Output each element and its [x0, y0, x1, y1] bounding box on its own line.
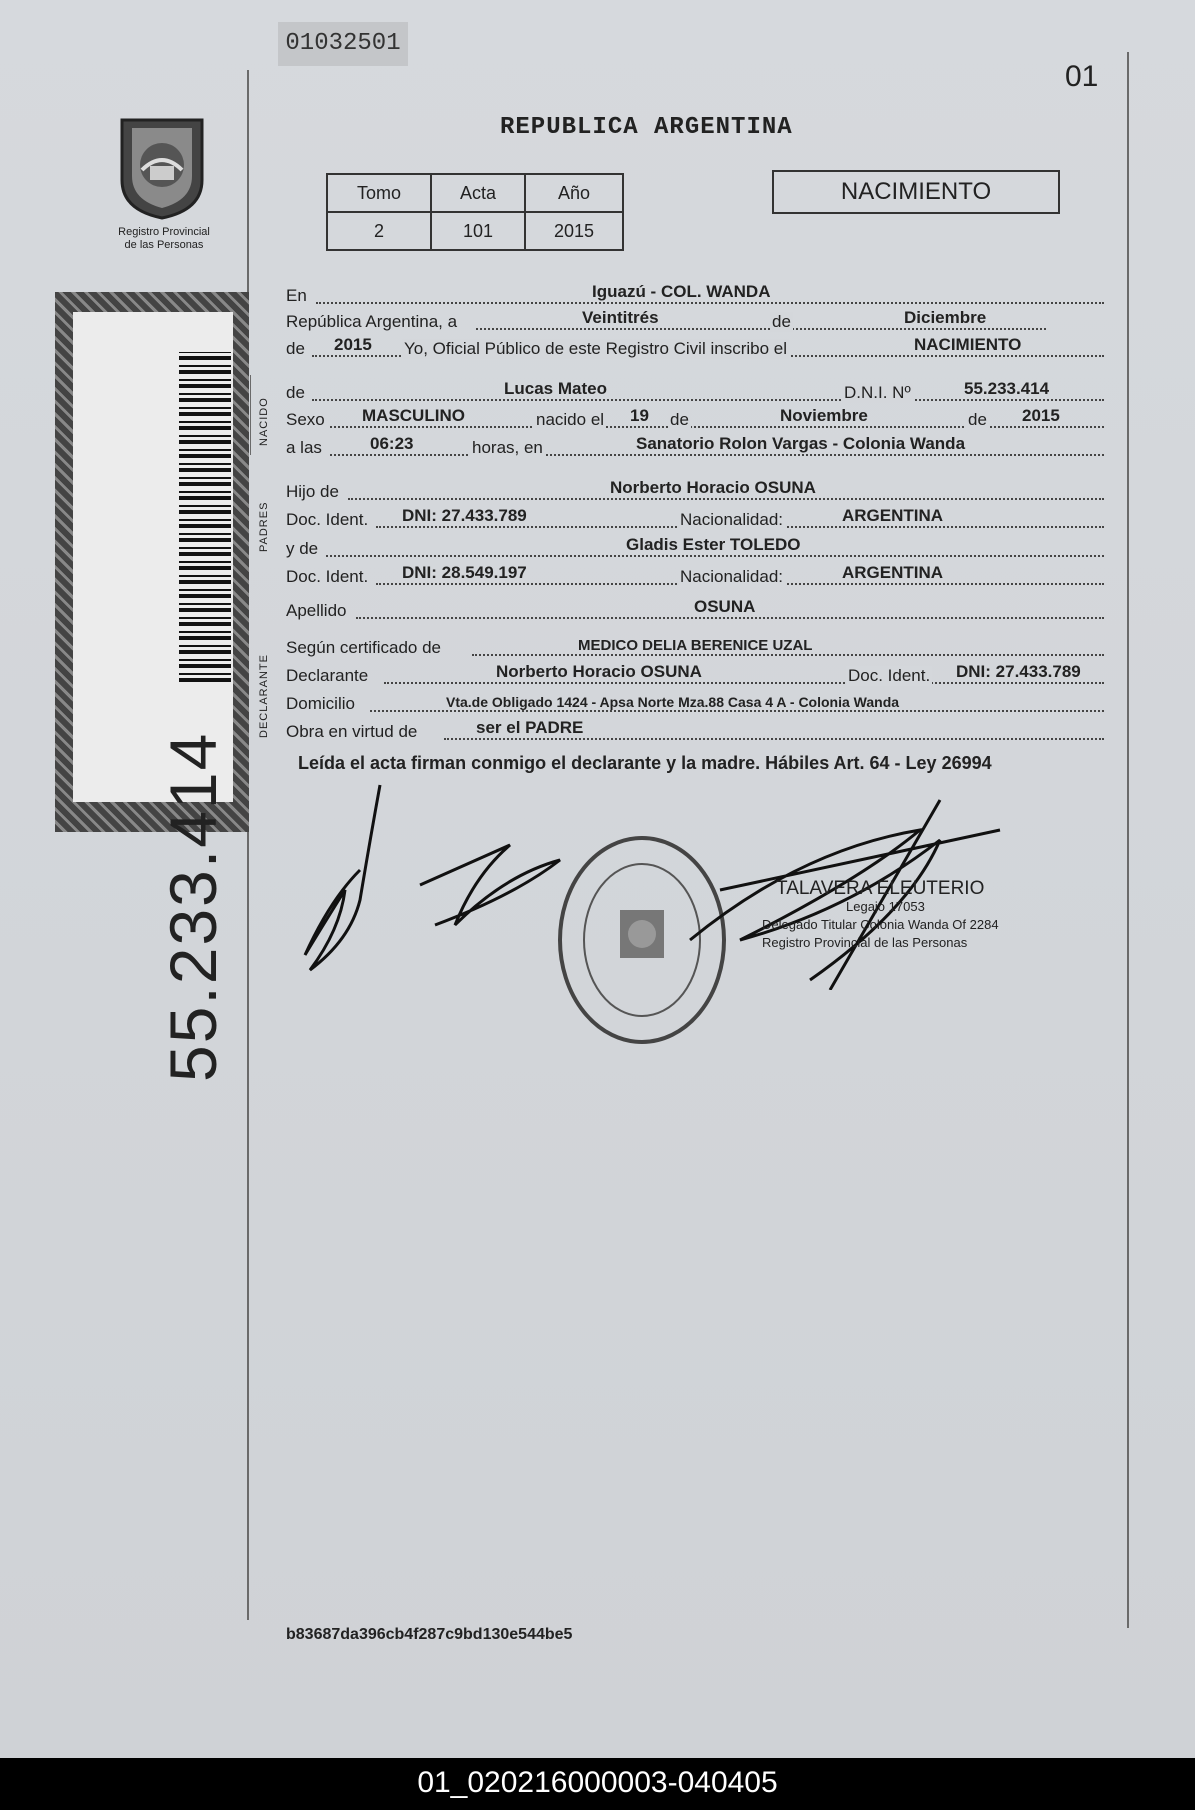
strip-label [73, 312, 233, 1082]
obra-value: ser el PADRE [476, 718, 584, 737]
declarante-doc: DNI: 27.433.789 [956, 662, 1081, 681]
en-value: Iguazú - COL. WANDA [592, 282, 771, 301]
mes-value: Diciembre [904, 308, 987, 327]
segun-value: MEDICO DELIA BERENICE UZAL [578, 637, 813, 654]
hijo-label: Hijo de [286, 482, 339, 501]
hora-value: 06:23 [370, 434, 414, 453]
footer-bar [0, 1758, 1195, 1810]
security-strip [55, 292, 249, 1082]
serial-number: 01032501 [278, 22, 408, 66]
official-cargo: Delegado Titular Colonia Wanda Of 2284 [762, 917, 999, 932]
madre-doc: DNI: 28.549.197 [402, 563, 527, 582]
official-name: TALAVERA ELEUTERIO [776, 878, 985, 899]
de-label: de [772, 312, 791, 331]
section-divider [250, 375, 251, 455]
padre-nacionalidad: ARGENTINA [842, 506, 944, 525]
domicilio-label: Domicilio [286, 694, 355, 713]
de-label-5: de [968, 410, 987, 429]
dotted-line [356, 617, 1104, 619]
lugar-value: Sanatorio Rolon Vargas - Colonia Wanda [636, 434, 966, 453]
row-hora [286, 432, 1104, 460]
side-label-declarante: DECLARANTE [258, 654, 270, 738]
row-domicilio [286, 688, 1104, 716]
doc-label: Doc. Ident. [286, 510, 369, 529]
dotted-line [316, 302, 1104, 304]
madre-value: Gladis Ester TOLEDO [626, 535, 801, 554]
dotted-line [330, 454, 1104, 456]
official-block [762, 880, 999, 952]
document-hash: b83687da396cb4f287c9bd130e544be5 [286, 1626, 573, 1643]
dotted-line [384, 682, 1104, 684]
record-type-box: NACIMIENTO [772, 170, 1060, 214]
registry-label [100, 226, 228, 252]
barcode [179, 352, 231, 682]
sexo-label: Sexo [286, 410, 325, 429]
row-sexo [286, 404, 1104, 432]
declarante-signature [300, 780, 400, 980]
row-en [286, 280, 1104, 308]
alas-label: a las [286, 438, 322, 457]
doc-label-2: Doc. Ident. [286, 567, 369, 586]
country-title: REPUBLICA ARGENTINA [500, 114, 793, 141]
row-madre [286, 533, 1104, 561]
anio-value: 2015 [525, 212, 623, 250]
row-declarante [286, 660, 1104, 688]
anio-value-text: 2015 [334, 335, 372, 354]
nac-anio: 2015 [1022, 406, 1060, 425]
obra-label: Obra en virtud de [286, 722, 418, 741]
row-inscribo [286, 333, 1104, 361]
dotted-line [444, 738, 1104, 740]
official-registro: Registro Provincial de las Personas [762, 935, 968, 950]
dotted-line [312, 399, 1104, 401]
record-table-header-row [327, 174, 623, 212]
apellido-label: Apellido [286, 601, 347, 620]
dni-label: D.N.I. Nº [844, 383, 911, 402]
provincial-seal-icon [112, 110, 212, 220]
en-label: En [286, 286, 307, 305]
nombre-value: Lucas Mateo [504, 379, 607, 398]
record-table-value-row [327, 212, 623, 250]
official-legajo: Legajo 17053 [846, 899, 925, 914]
de-label-4: de [670, 410, 689, 429]
side-label-nacido: NACIDO [258, 397, 270, 446]
madre-signature [415, 835, 565, 945]
row-segun [286, 632, 1104, 660]
horas-en-label: horas, en [472, 438, 543, 457]
acta-value: 101 [431, 212, 525, 250]
padre-value: Norberto Horacio OSUNA [610, 478, 816, 497]
tomo-header: Tomo [327, 174, 431, 212]
registry-label-text: Registro Provincial de las Personas [118, 226, 210, 251]
row-madre-doc [286, 561, 1104, 589]
padre-doc: DNI: 27.433.789 [402, 506, 527, 525]
inscribo-value: NACIMIENTO [914, 335, 1022, 354]
page-number: 01 [1065, 60, 1099, 93]
oficial-text: Yo, Oficial Público de este Registro Civil inscribo el [404, 339, 787, 358]
declarante-value: Norberto Horacio OSUNA [496, 662, 702, 681]
footer-id: 01_020216000003-040405 [417, 1766, 778, 1799]
republica-label: República Argentina, a [286, 312, 458, 331]
row-apellido [286, 595, 1104, 623]
acta-header: Acta [431, 174, 525, 212]
row-padre [286, 476, 1104, 504]
closing-text: Leída el acta firman conmigo el declarante y la madre. Hábiles Art. 64 - Ley 26994 [298, 753, 992, 773]
right-margin-line [1127, 52, 1129, 1628]
yde-label: y de [286, 539, 319, 558]
row-padre-doc [286, 504, 1104, 532]
domicilio-value: Vta.de Obligado 1424 - Apsa Norte Mza.88 Casa 4 A - Colonia Wanda [446, 694, 900, 710]
de-label-2: de [286, 339, 305, 358]
row-fecha [286, 306, 1104, 334]
anio-header: Año [525, 174, 623, 212]
dotted-line [370, 710, 1104, 712]
madre-nacionalidad: ARGENTINA [842, 563, 944, 582]
sexo-value: MASCULINO [362, 406, 465, 425]
segun-label: Según certificado de [286, 638, 441, 657]
side-dni-number: 55.233.414 [156, 731, 230, 1082]
nacionalidad-label: Nacionalidad: [680, 510, 784, 529]
doc-label-3: Doc. Ident. [848, 666, 931, 685]
record-table [326, 173, 624, 251]
nac-mes: Noviembre [780, 406, 868, 425]
row-obra [286, 716, 1104, 744]
declarante-label: Declarante [286, 666, 369, 685]
apellido-value: OSUNA [694, 597, 756, 616]
de-label-3: de [286, 383, 305, 402]
dotted-line [326, 555, 1104, 557]
dotted-line [476, 328, 1046, 330]
dotted-line [472, 654, 1104, 656]
nac-dia: 19 [630, 406, 649, 425]
row-nombre [286, 377, 1104, 405]
dni-value: 55.233.414 [964, 379, 1050, 398]
dotted-line [348, 498, 1104, 500]
dia-value: Veintitrés [582, 308, 659, 327]
nacionalidad-label-2: Nacionalidad: [680, 567, 784, 586]
side-label-padres: PADRES [258, 501, 270, 552]
tomo-value: 2 [327, 212, 431, 250]
nacido-label: nacido el [536, 410, 605, 429]
